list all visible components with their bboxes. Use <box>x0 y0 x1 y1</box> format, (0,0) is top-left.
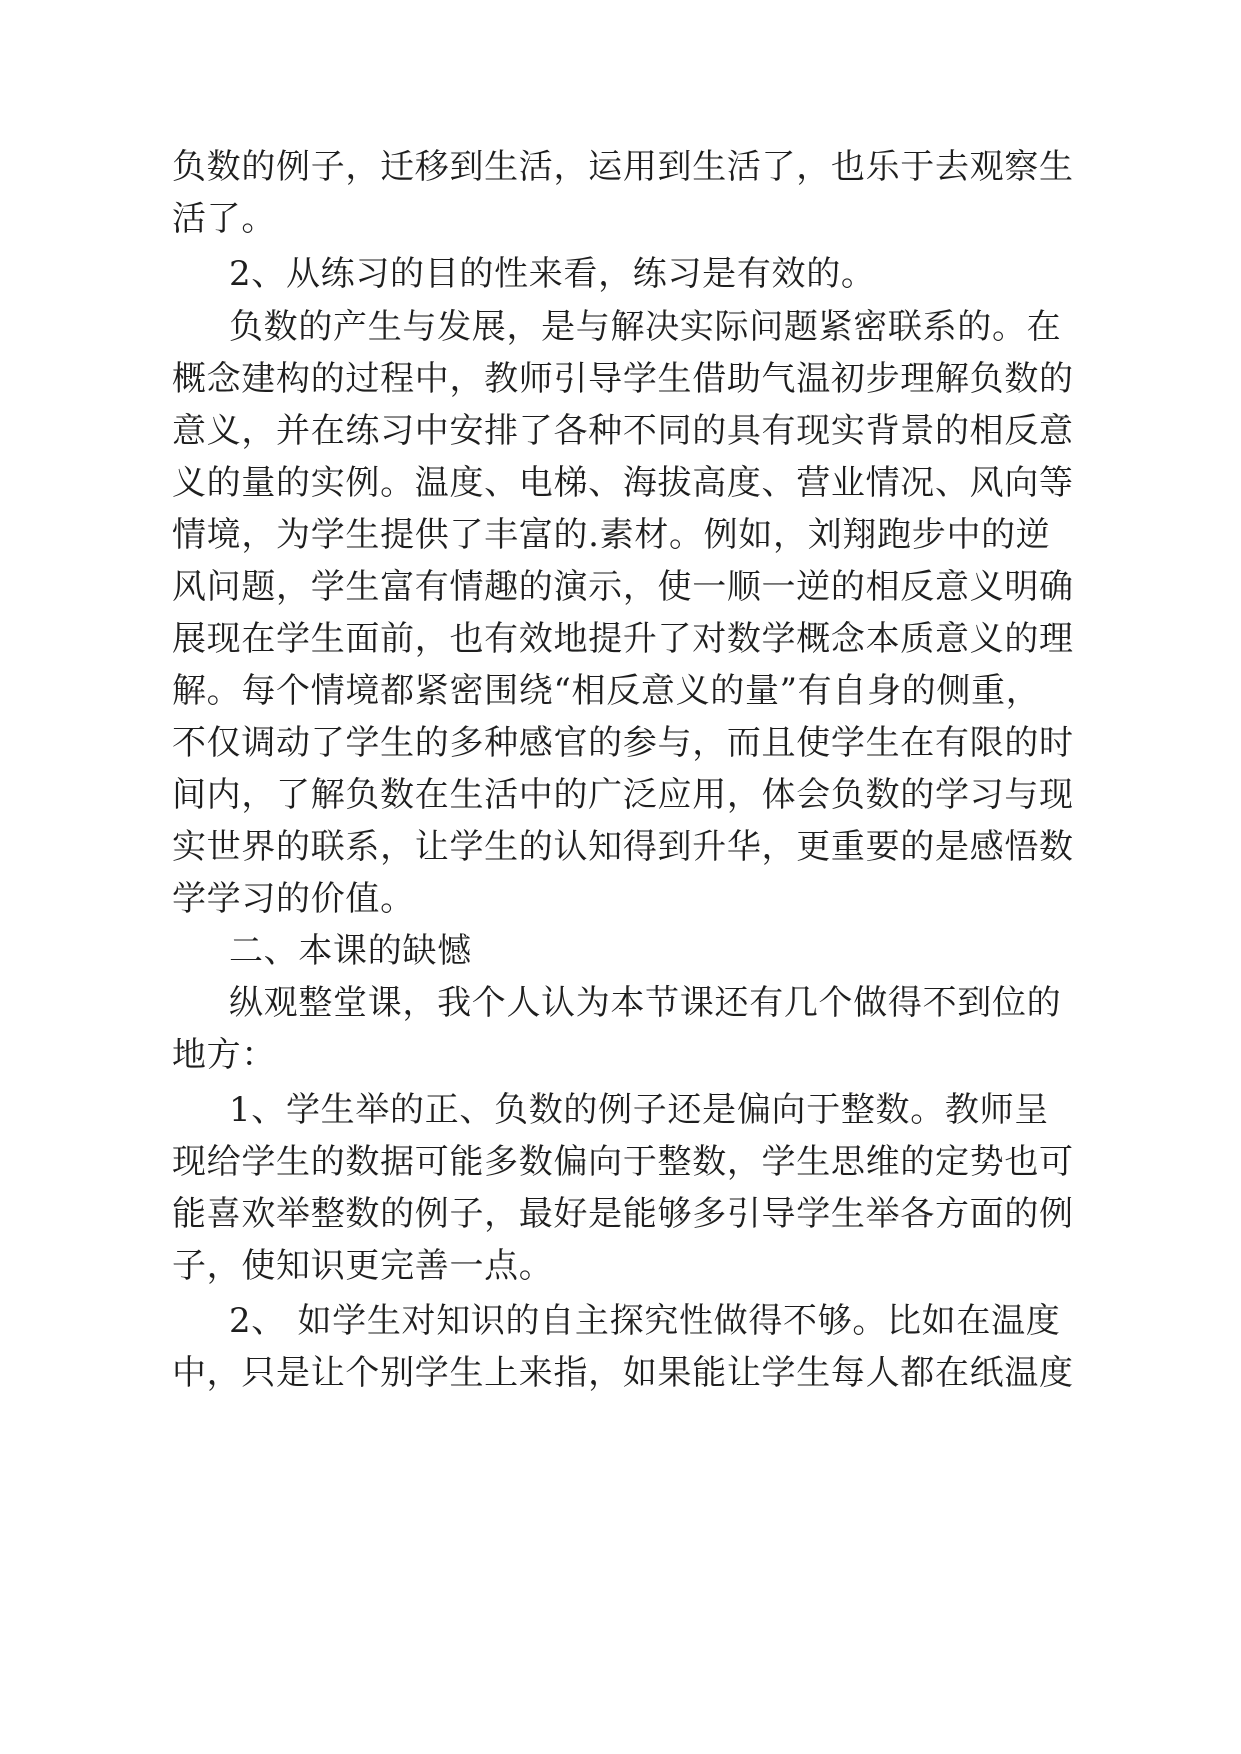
text-line: 负数的产生与发展，是与解决实际问题紧密联系的。在 <box>229 307 1062 347</box>
text-line: 中，只是让个别学生上来指，如果能让学生每人都在纸温度 <box>172 1353 1074 1393</box>
text-line: 纵观整堂课，我个人认为本节课还有几个做得不到位的 <box>229 983 1062 1023</box>
text-line: 不仅调动了学生的多种感官的参与，而且使学生在有限的时 <box>172 723 1074 763</box>
text-line: 子，使知识更完善一点。 <box>172 1246 554 1286</box>
paragraph-heading: 2、从练习的目的性来看，练习是有效的。 <box>229 254 876 294</box>
section-heading: 二、本课的缺憾 <box>229 931 472 971</box>
text-line: 义的量的实例。温度、电梯、海拔高度、营业情况、风向等 <box>172 463 1074 503</box>
text-line: 意义，并在练习中安排了各种不同的具有现实背景的相反意 <box>172 411 1074 451</box>
text-line: 地方： <box>172 1035 277 1075</box>
text-line: 负数的例子，迁移到生活，运用到生活了，也乐于去观察生 <box>172 147 1074 187</box>
text-line: 间内，了解负数在生活中的广泛应用，体会负数的学习与现 <box>172 775 1074 815</box>
text-line: 概念建构的过程中，教师引导学生借助气温初步理解负数的 <box>172 359 1074 399</box>
text-line: 学学习的价值。 <box>172 879 415 919</box>
text-line: 情境，为学生提供了丰富的.素材。例如，刘翔跑步中的逆 <box>172 515 1051 555</box>
text-line: 2、 如学生对知识的自主探究性做得不够。比如在温度 <box>229 1301 1061 1341</box>
text-line: 解。每个情境都紧密围绕“相反意义的量”有自身的侧重， <box>172 671 1041 711</box>
text-line: 展现在学生面前，也有效地提升了对数学概念本质意义的理 <box>172 619 1074 659</box>
text-line: 1、学生举的正、负数的例子还是偏向于整数。教师呈 <box>229 1090 1049 1130</box>
text-line: 能喜欢举整数的例子，最好是能够多引导学生举各方面的例 <box>172 1194 1074 1234</box>
text-line: 活了。 <box>172 199 277 239</box>
text-line: 现给学生的数据可能多数偏向于整数，学生思维的定势也可 <box>172 1142 1074 1182</box>
text-line: 风问题，学生富有情趣的演示，使一顺一逆的相反意义明确 <box>172 567 1074 607</box>
text-line: 实世界的联系，让学生的认知得到升华，更重要的是感悟数 <box>172 827 1074 867</box>
